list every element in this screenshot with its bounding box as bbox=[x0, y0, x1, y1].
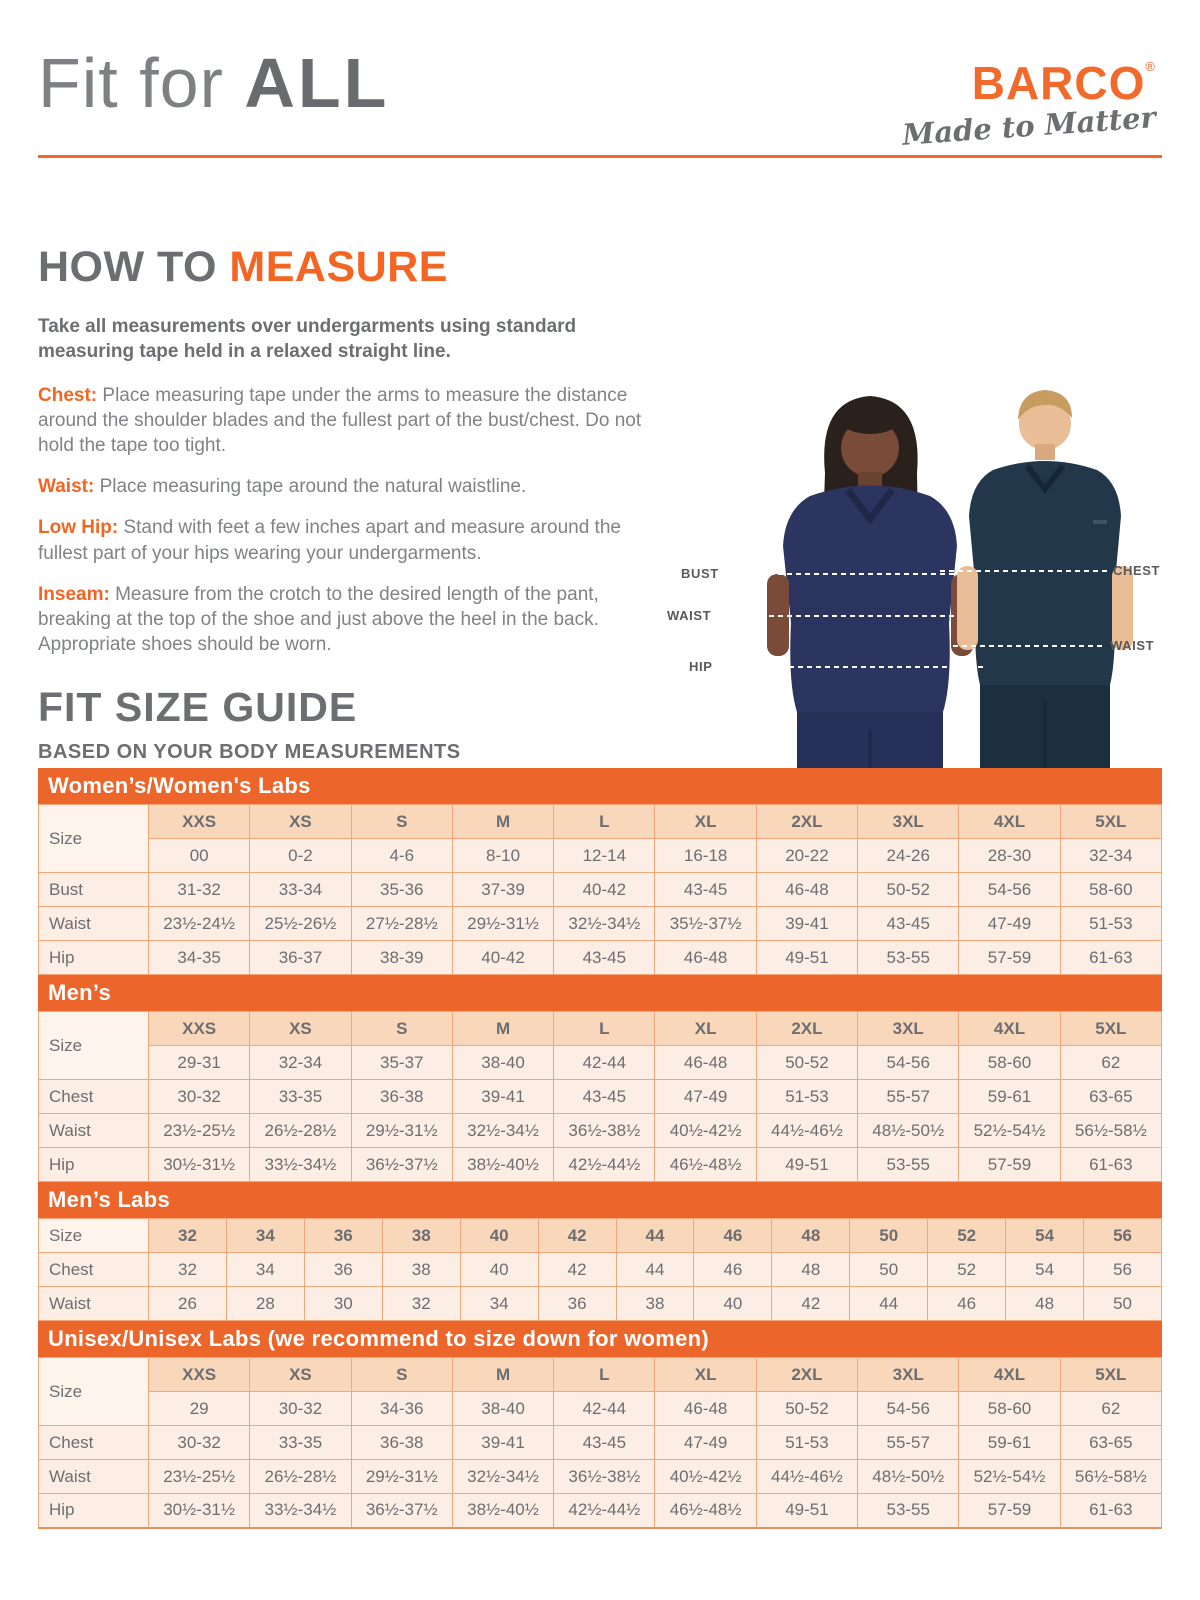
header-divider bbox=[38, 155, 1162, 158]
measurement-cell: 55-57 bbox=[858, 1080, 959, 1114]
table-banner: Women’s/Women's Labs bbox=[38, 768, 1162, 804]
size-number-cell: 29 bbox=[149, 1392, 250, 1426]
size-table bbox=[38, 1357, 1162, 1529]
measure-item-lowhip bbox=[38, 515, 646, 565]
measurement-cell: 33-35 bbox=[250, 1426, 351, 1460]
size-column-header: 44 bbox=[616, 1219, 694, 1253]
corner-size-label: Size bbox=[39, 1012, 149, 1080]
size-number-cell: 34-36 bbox=[351, 1392, 452, 1426]
measurement-cell: 36½-38½ bbox=[554, 1460, 655, 1494]
size-column-header: 46 bbox=[694, 1219, 772, 1253]
brand-wordmark: BARCO bbox=[971, 57, 1146, 109]
size-column-header: 50 bbox=[850, 1219, 928, 1253]
measurement-cell: 39-41 bbox=[452, 1426, 553, 1460]
measurement-cell: 46 bbox=[928, 1287, 1006, 1321]
size-number-cell: 46-48 bbox=[655, 1392, 756, 1426]
measurement-cell: 63-65 bbox=[1060, 1080, 1161, 1114]
measurement-cell: 23½-24½ bbox=[149, 907, 250, 941]
measurement-cell: 32 bbox=[149, 1253, 227, 1287]
size-table bbox=[38, 1218, 1162, 1321]
size-number-cell: 28-30 bbox=[959, 839, 1060, 873]
measurement-cell: 37-39 bbox=[452, 873, 553, 907]
size-column-header: XXS bbox=[149, 1358, 250, 1392]
measurement-cell: 32 bbox=[382, 1287, 460, 1321]
measure-item-inseam-text: Measure from the crotch to the desired length of the pant, breaking at the top of the shoe and just above the heel in the back. Appropriate shoes should be worn. bbox=[38, 583, 599, 655]
row-label: Hip bbox=[39, 941, 149, 975]
measurement-cell: 48 bbox=[1006, 1287, 1084, 1321]
measurement-cell: 48½-50½ bbox=[858, 1460, 959, 1494]
measurement-cell: 30-32 bbox=[149, 1080, 250, 1114]
row-label: Chest bbox=[39, 1426, 149, 1460]
size-number-cell: 50-52 bbox=[756, 1392, 857, 1426]
size-column-header: XXS bbox=[149, 1012, 250, 1046]
table-row bbox=[39, 907, 1162, 941]
size-number-cell: 38-40 bbox=[452, 1392, 553, 1426]
measurement-cell: 31-32 bbox=[149, 873, 250, 907]
measurement-cell: 56½-58½ bbox=[1060, 1114, 1161, 1148]
table-banner: Men’s Labs bbox=[38, 1182, 1162, 1218]
size-table-block-0 bbox=[38, 768, 1162, 975]
measurement-cell: 36 bbox=[538, 1287, 616, 1321]
measurement-cell: 33-35 bbox=[250, 1080, 351, 1114]
size-column-header: 3XL bbox=[858, 1358, 959, 1392]
measurement-cell: 36½-37½ bbox=[351, 1148, 452, 1182]
size-number-cell: 24-26 bbox=[858, 839, 959, 873]
size-column-header: 36 bbox=[304, 1219, 382, 1253]
measurement-cell: 51-53 bbox=[756, 1426, 857, 1460]
table-row bbox=[39, 1080, 1162, 1114]
size-number-cell: 12-14 bbox=[554, 839, 655, 873]
measurement-cell: 43-45 bbox=[858, 907, 959, 941]
size-number-cell: 42-44 bbox=[554, 1392, 655, 1426]
measurement-cell: 61-63 bbox=[1060, 1494, 1161, 1528]
measurement-cell: 56½-58½ bbox=[1060, 1460, 1161, 1494]
size-column-header: 38 bbox=[382, 1219, 460, 1253]
how-to-measure-title-orange: MEASURE bbox=[229, 243, 448, 291]
size-number-cell: 62 bbox=[1060, 1392, 1161, 1426]
corner-size-label: Size bbox=[39, 805, 149, 873]
measurement-cell: 33½-34½ bbox=[250, 1148, 351, 1182]
measurement-cell: 63-65 bbox=[1060, 1426, 1161, 1460]
size-number-cell: 32-34 bbox=[1060, 839, 1161, 873]
measurement-cell: 61-63 bbox=[1060, 941, 1161, 975]
page-title-bold: ALL bbox=[244, 44, 390, 122]
measurement-cell: 53-55 bbox=[858, 1148, 959, 1182]
measurement-cell: 51-53 bbox=[1060, 907, 1161, 941]
size-number-cell: 62 bbox=[1060, 1046, 1161, 1080]
size-column-header: S bbox=[351, 1012, 452, 1046]
waist-left-measure-label: WAIST bbox=[667, 608, 712, 623]
row-label: Chest bbox=[39, 1253, 149, 1287]
measurement-cell: 33½-34½ bbox=[250, 1494, 351, 1528]
measure-intro: Take all measurements over undergarments using standard measuring tape held in a relaxed straight line. bbox=[38, 316, 577, 363]
measurement-cell: 29½-31½ bbox=[351, 1114, 452, 1148]
measurement-cell: 44 bbox=[616, 1253, 694, 1287]
measurement-cell: 36½-37½ bbox=[351, 1494, 452, 1528]
size-column-header: M bbox=[452, 805, 553, 839]
size-number-cell: 4-6 bbox=[351, 839, 452, 873]
size-column-header: M bbox=[452, 1012, 553, 1046]
how-to-measure-section bbox=[38, 243, 646, 673]
measurement-cell: 42 bbox=[772, 1287, 850, 1321]
size-table bbox=[38, 804, 1162, 975]
measurement-cell: 40-42 bbox=[554, 873, 655, 907]
measurement-cell: 57-59 bbox=[959, 941, 1060, 975]
size-number-cell: 58-60 bbox=[959, 1392, 1060, 1426]
size-number-cell: 50-52 bbox=[756, 1046, 857, 1080]
measurement-cell: 23½-25½ bbox=[149, 1460, 250, 1494]
size-column-header: XS bbox=[250, 1358, 351, 1392]
measurement-cell: 26½-28½ bbox=[250, 1114, 351, 1148]
measurement-cell: 39-41 bbox=[756, 907, 857, 941]
size-column-header: 56 bbox=[1084, 1219, 1162, 1253]
measure-item-lowhip-label: Low Hip: bbox=[38, 517, 119, 539]
measurement-cell: 46½-48½ bbox=[655, 1148, 756, 1182]
size-column-header: 52 bbox=[928, 1219, 1006, 1253]
size-table-block-2 bbox=[38, 1182, 1162, 1321]
row-label: Waist bbox=[39, 1287, 149, 1321]
size-number-cell: 20-22 bbox=[756, 839, 857, 873]
table-banner: Unisex/Unisex Labs (we recommend to size down for women) bbox=[38, 1321, 1162, 1357]
models-illustration bbox=[655, 378, 1170, 772]
measurement-cell: 50 bbox=[850, 1253, 928, 1287]
measurement-cell: 40 bbox=[694, 1287, 772, 1321]
bust-measure-label: BUST bbox=[681, 566, 719, 581]
size-column-header: 5XL bbox=[1060, 1012, 1161, 1046]
size-column-header: 42 bbox=[538, 1219, 616, 1253]
brand-logo bbox=[901, 57, 1157, 152]
table-row bbox=[39, 1494, 1162, 1528]
measurement-cell: 50-52 bbox=[858, 873, 959, 907]
size-column-header: 32 bbox=[149, 1219, 227, 1253]
measurement-cell: 42½-44½ bbox=[554, 1148, 655, 1182]
size-number-cell: 35-37 bbox=[351, 1046, 452, 1080]
measurement-cell: 29½-31½ bbox=[452, 907, 553, 941]
measurement-cell: 59-61 bbox=[959, 1426, 1060, 1460]
table-row bbox=[39, 1253, 1162, 1287]
size-tables bbox=[38, 768, 1162, 1529]
size-column-header: 48 bbox=[772, 1219, 850, 1253]
size-column-header: 40 bbox=[460, 1219, 538, 1253]
measurement-cell: 30½-31½ bbox=[149, 1494, 250, 1528]
size-column-header: 5XL bbox=[1060, 805, 1161, 839]
row-label: Waist bbox=[39, 1460, 149, 1494]
measurement-cell: 36-38 bbox=[351, 1080, 452, 1114]
size-column-header: S bbox=[351, 1358, 452, 1392]
measure-item-chest-text: Place measuring tape under the arms to measure the distance around the shoulder blades and the fullest part of the bust/chest. Do not hold the tape too tight. bbox=[38, 385, 642, 457]
measurement-cell: 38-39 bbox=[351, 941, 452, 975]
how-to-measure-title-gray: HOW TO bbox=[38, 243, 230, 291]
size-table-block-1 bbox=[38, 975, 1162, 1182]
fit-size-guide-title: FIT SIZE GUIDE bbox=[38, 684, 358, 730]
size-number-cell: 16-18 bbox=[655, 839, 756, 873]
fit-size-guide-section bbox=[38, 684, 461, 764]
measurement-cell: 40 bbox=[460, 1253, 538, 1287]
measurement-cell: 46-48 bbox=[756, 873, 857, 907]
measurement-cell: 57-59 bbox=[959, 1148, 1060, 1182]
measurement-cell: 26½-28½ bbox=[250, 1460, 351, 1494]
measurement-cell: 49-51 bbox=[756, 1494, 857, 1528]
measurement-cell: 53-55 bbox=[858, 941, 959, 975]
measurement-cell: 47-49 bbox=[959, 907, 1060, 941]
size-column-header: L bbox=[554, 1358, 655, 1392]
table-row bbox=[39, 1460, 1162, 1494]
page-title-light: Fit for bbox=[38, 44, 245, 122]
size-column-header: XL bbox=[655, 1012, 756, 1046]
size-number-cell: 00 bbox=[149, 839, 250, 873]
measurement-cell: 51-53 bbox=[756, 1080, 857, 1114]
corner-size-label: Size bbox=[39, 1219, 149, 1253]
measurement-cell: 47-49 bbox=[655, 1426, 756, 1460]
size-column-header: 3XL bbox=[858, 805, 959, 839]
size-number-cell: 46-48 bbox=[655, 1046, 756, 1080]
page-title bbox=[38, 44, 390, 122]
measurement-cell: 38 bbox=[616, 1287, 694, 1321]
size-column-header: L bbox=[554, 805, 655, 839]
measurement-cell: 36 bbox=[304, 1253, 382, 1287]
measurement-cell: 35½-37½ bbox=[655, 907, 756, 941]
table-row bbox=[39, 873, 1162, 907]
size-column-header: S bbox=[351, 805, 452, 839]
measurement-cell: 32½-34½ bbox=[554, 907, 655, 941]
row-label: Bust bbox=[39, 873, 149, 907]
measurement-cell: 52½-54½ bbox=[959, 1114, 1060, 1148]
size-number-cell: 54-56 bbox=[858, 1392, 959, 1426]
size-table bbox=[38, 1011, 1162, 1182]
measurement-cell: 27½-28½ bbox=[351, 907, 452, 941]
size-column-header: 2XL bbox=[756, 1012, 857, 1046]
registered-trademark-icon: ® bbox=[1145, 59, 1156, 74]
measurement-cell: 29½-31½ bbox=[351, 1460, 452, 1494]
size-column-header: XS bbox=[250, 1012, 351, 1046]
measure-item-inseam bbox=[38, 582, 646, 657]
measurement-cell: 46-48 bbox=[655, 941, 756, 975]
how-to-measure-title bbox=[38, 243, 646, 292]
row-label: Chest bbox=[39, 1080, 149, 1114]
table-banner: Men’s bbox=[38, 975, 1162, 1011]
measurement-cell: 47-49 bbox=[655, 1080, 756, 1114]
measurement-cell: 56 bbox=[1084, 1253, 1162, 1287]
measurement-cell: 49-51 bbox=[756, 941, 857, 975]
measurement-cell: 52½-54½ bbox=[959, 1460, 1060, 1494]
measurement-cell: 59-61 bbox=[959, 1080, 1060, 1114]
size-column-header: 4XL bbox=[959, 1012, 1060, 1046]
table-row bbox=[39, 1287, 1162, 1321]
size-number-cell: 54-56 bbox=[858, 1046, 959, 1080]
hip-measure-label: HIP bbox=[689, 659, 713, 674]
measurement-cell: 44 bbox=[850, 1287, 928, 1321]
size-number-cell: 8-10 bbox=[452, 839, 553, 873]
table-row bbox=[39, 1114, 1162, 1148]
measurement-cell: 50 bbox=[1084, 1287, 1162, 1321]
table-row bbox=[39, 1426, 1162, 1460]
measurement-cell: 39-41 bbox=[452, 1080, 553, 1114]
measurement-cell: 48 bbox=[772, 1253, 850, 1287]
measurement-cell: 58-60 bbox=[1060, 873, 1161, 907]
size-column-header: 4XL bbox=[959, 1358, 1060, 1392]
brand-tagline: Made to Matter bbox=[901, 100, 1157, 152]
measurement-cell: 55-57 bbox=[858, 1426, 959, 1460]
measurement-cell: 48½-50½ bbox=[858, 1114, 959, 1148]
measurement-cell: 38 bbox=[382, 1253, 460, 1287]
measurement-cell: 43-45 bbox=[655, 873, 756, 907]
size-number-cell: 58-60 bbox=[959, 1046, 1060, 1080]
measurement-cell: 30½-31½ bbox=[149, 1148, 250, 1182]
measurement-cell: 42 bbox=[538, 1253, 616, 1287]
measurement-cell: 43-45 bbox=[554, 941, 655, 975]
size-column-header: M bbox=[452, 1358, 553, 1392]
measurement-cell: 40-42 bbox=[452, 941, 553, 975]
size-column-header: 5XL bbox=[1060, 1358, 1161, 1392]
chest-measure-label: CHEST bbox=[1113, 563, 1161, 578]
size-number-cell: 29-31 bbox=[149, 1046, 250, 1080]
measurement-cell: 44½-46½ bbox=[756, 1114, 857, 1148]
measurement-cell: 26 bbox=[149, 1287, 227, 1321]
models-photo bbox=[655, 378, 1170, 772]
measurement-cell: 32½-34½ bbox=[452, 1114, 553, 1148]
measurement-cell: 36-38 bbox=[351, 1426, 452, 1460]
measurement-cell: 30-32 bbox=[149, 1426, 250, 1460]
measurement-cell: 44½-46½ bbox=[756, 1460, 857, 1494]
size-number-cell: 38-40 bbox=[452, 1046, 553, 1080]
size-column-header: 2XL bbox=[756, 1358, 857, 1392]
measure-item-waist-label: Waist: bbox=[38, 476, 95, 498]
measure-item-chest-label: Chest: bbox=[38, 385, 98, 407]
measure-item-chest bbox=[38, 383, 646, 458]
measurement-cell: 30 bbox=[304, 1287, 382, 1321]
size-column-header: 34 bbox=[226, 1219, 304, 1253]
measurement-cell: 34 bbox=[460, 1287, 538, 1321]
fit-size-guide-subtitle: BASED ON YOUR BODY MEASUREMENTS bbox=[38, 741, 461, 763]
measurement-cell: 23½-25½ bbox=[149, 1114, 250, 1148]
measurement-cell: 32½-34½ bbox=[452, 1460, 553, 1494]
corner-size-label: Size bbox=[39, 1358, 149, 1426]
table-row bbox=[39, 1148, 1162, 1182]
measurement-cell: 54-56 bbox=[959, 873, 1060, 907]
size-number-cell: 0-2 bbox=[250, 839, 351, 873]
measure-item-waist bbox=[38, 474, 646, 499]
size-number-cell: 42-44 bbox=[554, 1046, 655, 1080]
measurement-cell: 49-51 bbox=[756, 1148, 857, 1182]
measurement-cell: 46½-48½ bbox=[655, 1494, 756, 1528]
size-number-cell: 32-34 bbox=[250, 1046, 351, 1080]
measure-item-waist-text: Place measuring tape around the natural waistline. bbox=[94, 476, 527, 498]
size-column-header: 54 bbox=[1006, 1219, 1084, 1253]
measurement-cell: 40½-42½ bbox=[655, 1460, 756, 1494]
measurement-cell: 35-36 bbox=[351, 873, 452, 907]
measurement-cell: 43-45 bbox=[554, 1426, 655, 1460]
measurement-cell: 43-45 bbox=[554, 1080, 655, 1114]
measurement-cell: 34-35 bbox=[149, 941, 250, 975]
measurement-cell: 33-34 bbox=[250, 873, 351, 907]
row-label: Hip bbox=[39, 1494, 149, 1528]
measurement-cell: 54 bbox=[1006, 1253, 1084, 1287]
measurement-cell: 53-55 bbox=[858, 1494, 959, 1528]
size-table-block-3 bbox=[38, 1321, 1162, 1529]
waist-right-measure-label: WAIST bbox=[1110, 638, 1155, 653]
measurement-cell: 46 bbox=[694, 1253, 772, 1287]
measurement-cell: 38½-40½ bbox=[452, 1494, 553, 1528]
measurement-cell: 25½-26½ bbox=[250, 907, 351, 941]
row-label: Waist bbox=[39, 907, 149, 941]
measure-item-lowhip-text: Stand with feet a few inches apart and measure around the fullest part of your hips wearing your undergarments. bbox=[38, 517, 621, 564]
row-label: Hip bbox=[39, 1148, 149, 1182]
measurement-cell: 28 bbox=[226, 1287, 304, 1321]
measurement-cell: 36½-38½ bbox=[554, 1114, 655, 1148]
table-row bbox=[39, 941, 1162, 975]
size-column-header: 2XL bbox=[756, 805, 857, 839]
measurement-cell: 38½-40½ bbox=[452, 1148, 553, 1182]
size-column-header: XL bbox=[655, 805, 756, 839]
measurement-cell: 57-59 bbox=[959, 1494, 1060, 1528]
row-label: Waist bbox=[39, 1114, 149, 1148]
measurement-cell: 34 bbox=[226, 1253, 304, 1287]
measurement-cell: 36-37 bbox=[250, 941, 351, 975]
measurement-cell: 61-63 bbox=[1060, 1148, 1161, 1182]
measurement-cell: 40½-42½ bbox=[655, 1114, 756, 1148]
size-column-header: XL bbox=[655, 1358, 756, 1392]
brand-name bbox=[902, 57, 1156, 109]
size-column-header: XS bbox=[250, 805, 351, 839]
size-column-header: 4XL bbox=[959, 805, 1060, 839]
size-column-header: L bbox=[554, 1012, 655, 1046]
measurement-cell: 42½-44½ bbox=[554, 1494, 655, 1528]
measurement-cell: 52 bbox=[928, 1253, 1006, 1287]
measure-item-inseam-label: Inseam: bbox=[38, 583, 110, 605]
size-column-header: 3XL bbox=[858, 1012, 959, 1046]
size-column-header: XXS bbox=[149, 805, 250, 839]
size-number-cell: 30-32 bbox=[250, 1392, 351, 1426]
